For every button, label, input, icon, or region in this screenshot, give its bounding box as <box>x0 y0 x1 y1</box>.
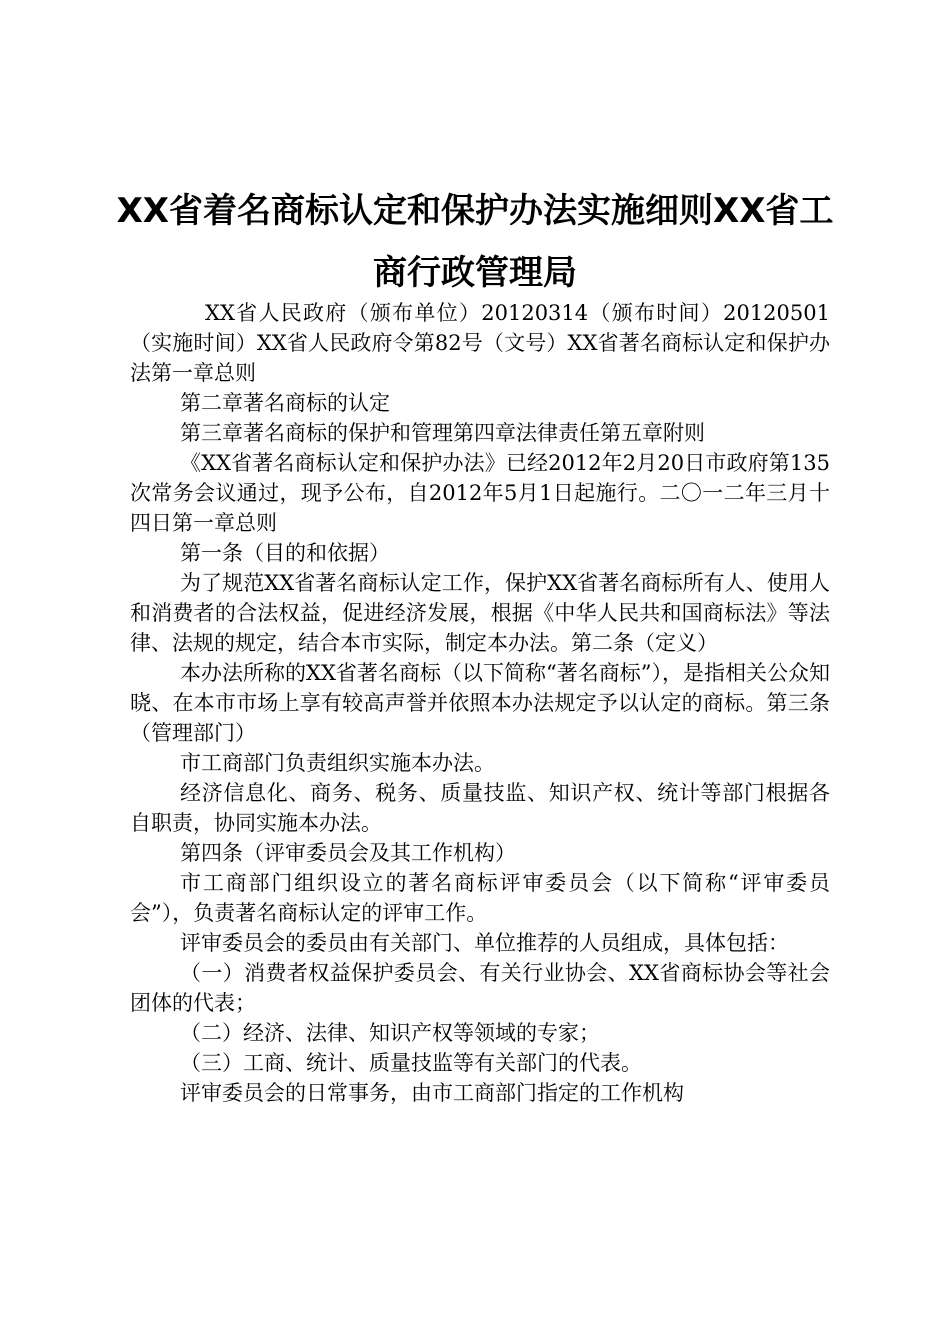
document-title: XX省着名商标认定和保护办法实施细则XX省工商行政管理局 <box>116 191 834 293</box>
paragraph-chapter-3-5: 第三章著名商标的保护和管理第四章法律责任第五章附则 <box>180 421 705 445</box>
paragraph-article-3-body-1: 市工商部门负责组织实施本办法。 <box>180 751 495 775</box>
document-body <box>130 298 830 1108</box>
paragraph-chapter-2: 第二章著名商标的认定 <box>180 391 390 415</box>
paragraph-announcement: 《XX省著名商标认定和保护办法》已经2012年2月20日市政府第135次常务会议通过，现予公布，自2012年5月1日起施行。二〇一二年三月十四日第一章总则 <box>130 451 830 535</box>
paragraph-list-item-3: （三）工商、统计、质量技监等有关部门的代表。 <box>180 1051 642 1075</box>
paragraph-article-4-body-3: 评审委员会的日常事务，由市工商部门指定的工作机构 <box>180 1081 684 1105</box>
paragraph-article-1-heading: 第一条（目的和依据） <box>180 541 390 565</box>
paragraph-promulgation-info: XX省人民政府（颁布单位）20120314（颁布时间）20120501（实施时间）XX省人民政府令第82号（文号）XX省著名商标认定和保护办法第一章总则 <box>130 301 830 385</box>
paragraph-article-3-body-2: 经济信息化、商务、税务、质量技监、知识产权、统计等部门根据各自职责，协同实施本办法。 <box>130 781 830 835</box>
paragraph-list-item-1: （一）消费者权益保护委员会、有关行业协会、XX省商标协会等社会团体的代表； <box>130 961 830 1015</box>
paragraph-list-item-2: （二）经济、法律、知识产权等领域的专家； <box>180 1021 600 1045</box>
paragraph-article-4-body-2: 评审委员会的委员由有关部门、单位推荐的人员组成，具体包括： <box>180 931 789 955</box>
paragraph-article-4-body-1: 市工商部门组织设立的著名商标评审委员会（以下简称“评审委员会”），负责著名商标认定的评审工作。 <box>130 871 830 925</box>
paragraph-article-1-body: 为了规范XX省著名商标认定工作，保护XX省著名商标所有人、使用人和消费者的合法权益，促进经济发展，根据《中华人民共和国商标法》等法律、法规的规定，结合本市实际，制定本办法。第二条（定义） <box>130 571 830 655</box>
paragraph-article-4-heading: 第四条（评审委员会及其工作机构） <box>180 841 516 865</box>
paragraph-article-2-body: 本办法所称的XX省著名商标（以下简称“著名商标”），是指相关公众知晓、在本市市场上享有较高声誉并依照本办法规定予以认定的商标。第三条（管理部门） <box>130 661 830 745</box>
